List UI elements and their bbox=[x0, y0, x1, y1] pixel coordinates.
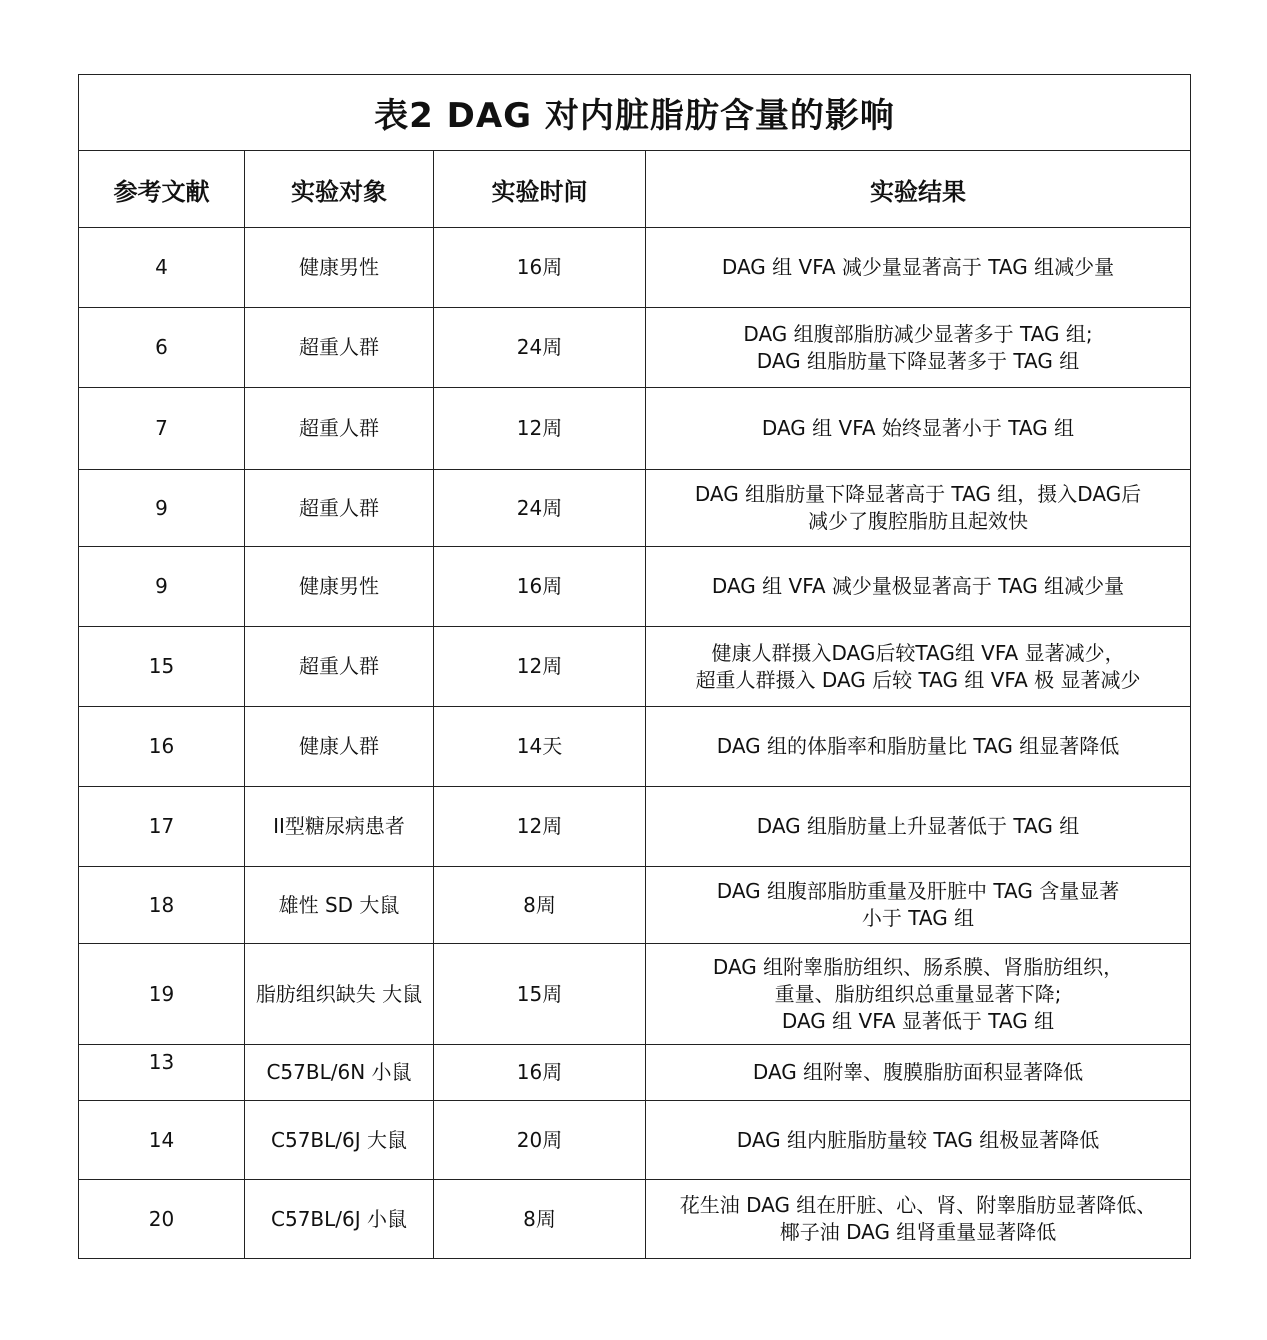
result-line: DAG 组脂肪量下降显著高于 TAG 组，摄入DAG后 bbox=[694, 482, 1142, 506]
cell-reference: 19 bbox=[79, 944, 245, 1045]
result-line: 超重人群摄入 DAG 后较 TAG 组 VFA 极 显著减少 bbox=[695, 667, 1141, 692]
table-row bbox=[79, 547, 1191, 627]
result-line: DAG 组脂肪量下降显著多于 TAG 组 bbox=[756, 348, 1080, 373]
cell-reference: 7 bbox=[79, 388, 245, 470]
cell-result bbox=[646, 1180, 1191, 1259]
cell-result bbox=[646, 228, 1191, 308]
cell-time: 15周 bbox=[434, 944, 646, 1045]
result-line: 椰子油 DAG 组肾重量显著降低 bbox=[779, 1220, 1057, 1244]
cell-time: 8周 bbox=[434, 1180, 646, 1259]
cell-reference: 6 bbox=[79, 308, 245, 388]
result-line: DAG 组附睾、腹膜脂肪面积显著降低 bbox=[752, 1060, 1084, 1084]
result-line: DAG 组 VFA 减少量极显著高于 TAG 组减少量 bbox=[711, 574, 1125, 598]
result-line: DAG 组内脏脂肪量较 TAG 组极显著降低 bbox=[736, 1127, 1100, 1152]
cell-reference: 13 bbox=[79, 1045, 245, 1101]
table-wrapper bbox=[78, 74, 1190, 1259]
table-row bbox=[79, 1101, 1191, 1180]
cell-subject: 雄性 SD 大鼠 bbox=[245, 867, 434, 944]
table-row bbox=[79, 944, 1191, 1045]
table-row bbox=[79, 627, 1191, 707]
table-row bbox=[79, 707, 1191, 787]
cell-reference: 17 bbox=[79, 787, 245, 867]
cell-reference: 18 bbox=[79, 867, 245, 944]
table-row bbox=[79, 228, 1191, 308]
cell-result bbox=[646, 707, 1191, 787]
result-line: 花生油 DAG 组在肝脏、心、肾、附睾脂肪显著降低、 bbox=[679, 1193, 1157, 1217]
cell-time: 24周 bbox=[434, 308, 646, 388]
cell-reference: 4 bbox=[79, 228, 245, 308]
cell-time: 20周 bbox=[434, 1101, 646, 1180]
header-result: 实验结果 bbox=[646, 151, 1191, 228]
header-reference: 参考文献 bbox=[79, 151, 245, 228]
result-line: DAG 组 VFA 减少量显著高于 TAG 组减少量 bbox=[721, 255, 1115, 279]
cell-subject: II型糖尿病患者 bbox=[245, 787, 434, 867]
table-row bbox=[79, 867, 1191, 944]
cell-time: 16周 bbox=[434, 547, 646, 627]
result-line: DAG 组附睾脂肪组织、肠系膜、肾脂肪组织， bbox=[712, 954, 1124, 979]
result-line: DAG 组腹部脂肪减少显著多于 TAG 组; bbox=[743, 321, 1093, 346]
title-row bbox=[79, 75, 1191, 151]
cell-time: 24周 bbox=[434, 470, 646, 547]
cell-result bbox=[646, 547, 1191, 627]
cell-subject: C57BL/6N 小鼠 bbox=[245, 1045, 434, 1101]
table-row bbox=[79, 787, 1191, 867]
cell-reference: 14 bbox=[79, 1101, 245, 1180]
cell-subject: 健康男性 bbox=[245, 547, 434, 627]
result-line: DAG 组 VFA 始终显著小于 TAG 组 bbox=[761, 416, 1075, 440]
cell-result bbox=[646, 1101, 1191, 1180]
cell-result bbox=[646, 470, 1191, 547]
result-line: 重量、脂肪组织总重量显著下降; bbox=[774, 981, 1062, 1006]
cell-time: 12周 bbox=[434, 627, 646, 707]
data-table bbox=[78, 74, 1191, 1259]
cell-time: 16周 bbox=[434, 228, 646, 308]
cell-reference: 16 bbox=[79, 707, 245, 787]
table-row bbox=[79, 1180, 1191, 1259]
table-body bbox=[79, 228, 1191, 1259]
cell-subject: 健康人群 bbox=[245, 707, 434, 787]
table-title: 表2 DAG 对内脏脂肪含量的影响 bbox=[79, 75, 1191, 151]
cell-result bbox=[646, 787, 1191, 867]
cell-subject: 超重人群 bbox=[245, 388, 434, 470]
cell-time: 16周 bbox=[434, 1045, 646, 1101]
result-line: DAG 组脂肪量上升显著低于 TAG 组 bbox=[756, 814, 1080, 838]
header-subject: 实验对象 bbox=[245, 151, 434, 228]
table-row bbox=[79, 470, 1191, 547]
table-row bbox=[79, 308, 1191, 388]
cell-reference: 15 bbox=[79, 627, 245, 707]
result-line: 减少了腹腔脂肪且起效快 bbox=[808, 509, 1029, 533]
cell-result bbox=[646, 867, 1191, 944]
header-time: 实验时间 bbox=[434, 151, 646, 228]
cell-time: 12周 bbox=[434, 388, 646, 470]
cell-time: 14天 bbox=[434, 707, 646, 787]
result-line: DAG 组的体脂率和脂肪量比 TAG 组显著降低 bbox=[716, 734, 1120, 758]
result-line: DAG 组 VFA 显著低于 TAG 组 bbox=[781, 1008, 1055, 1033]
cell-subject: C57BL/6J 大鼠 bbox=[245, 1101, 434, 1180]
result-line: 小于 TAG 组 bbox=[861, 906, 975, 930]
cell-subject: 脂肪组织缺失 大鼠 bbox=[245, 944, 434, 1045]
cell-subject: 健康男性 bbox=[245, 228, 434, 308]
cell-result bbox=[646, 1045, 1191, 1101]
cell-result bbox=[646, 627, 1191, 707]
result-line: 健康人群摄入DAG后较TAG组 VFA 显著减少， bbox=[711, 640, 1125, 665]
header-row bbox=[79, 151, 1191, 228]
cell-reference: 9 bbox=[79, 470, 245, 547]
cell-subject: 超重人群 bbox=[245, 627, 434, 707]
cell-subject: 超重人群 bbox=[245, 470, 434, 547]
cell-reference: 9 bbox=[79, 547, 245, 627]
cell-result bbox=[646, 944, 1191, 1045]
result-line: DAG 组腹部脂肪重量及肝脏中 TAG 含量显著 bbox=[716, 879, 1120, 903]
cell-result bbox=[646, 388, 1191, 470]
cell-result bbox=[646, 308, 1191, 388]
cell-time: 8周 bbox=[434, 867, 646, 944]
cell-subject: 超重人群 bbox=[245, 308, 434, 388]
table-row bbox=[79, 388, 1191, 470]
cell-subject: C57BL/6J 小鼠 bbox=[245, 1180, 434, 1259]
table-row bbox=[79, 1045, 1191, 1101]
cell-time: 12周 bbox=[434, 787, 646, 867]
cell-reference: 20 bbox=[79, 1180, 245, 1259]
